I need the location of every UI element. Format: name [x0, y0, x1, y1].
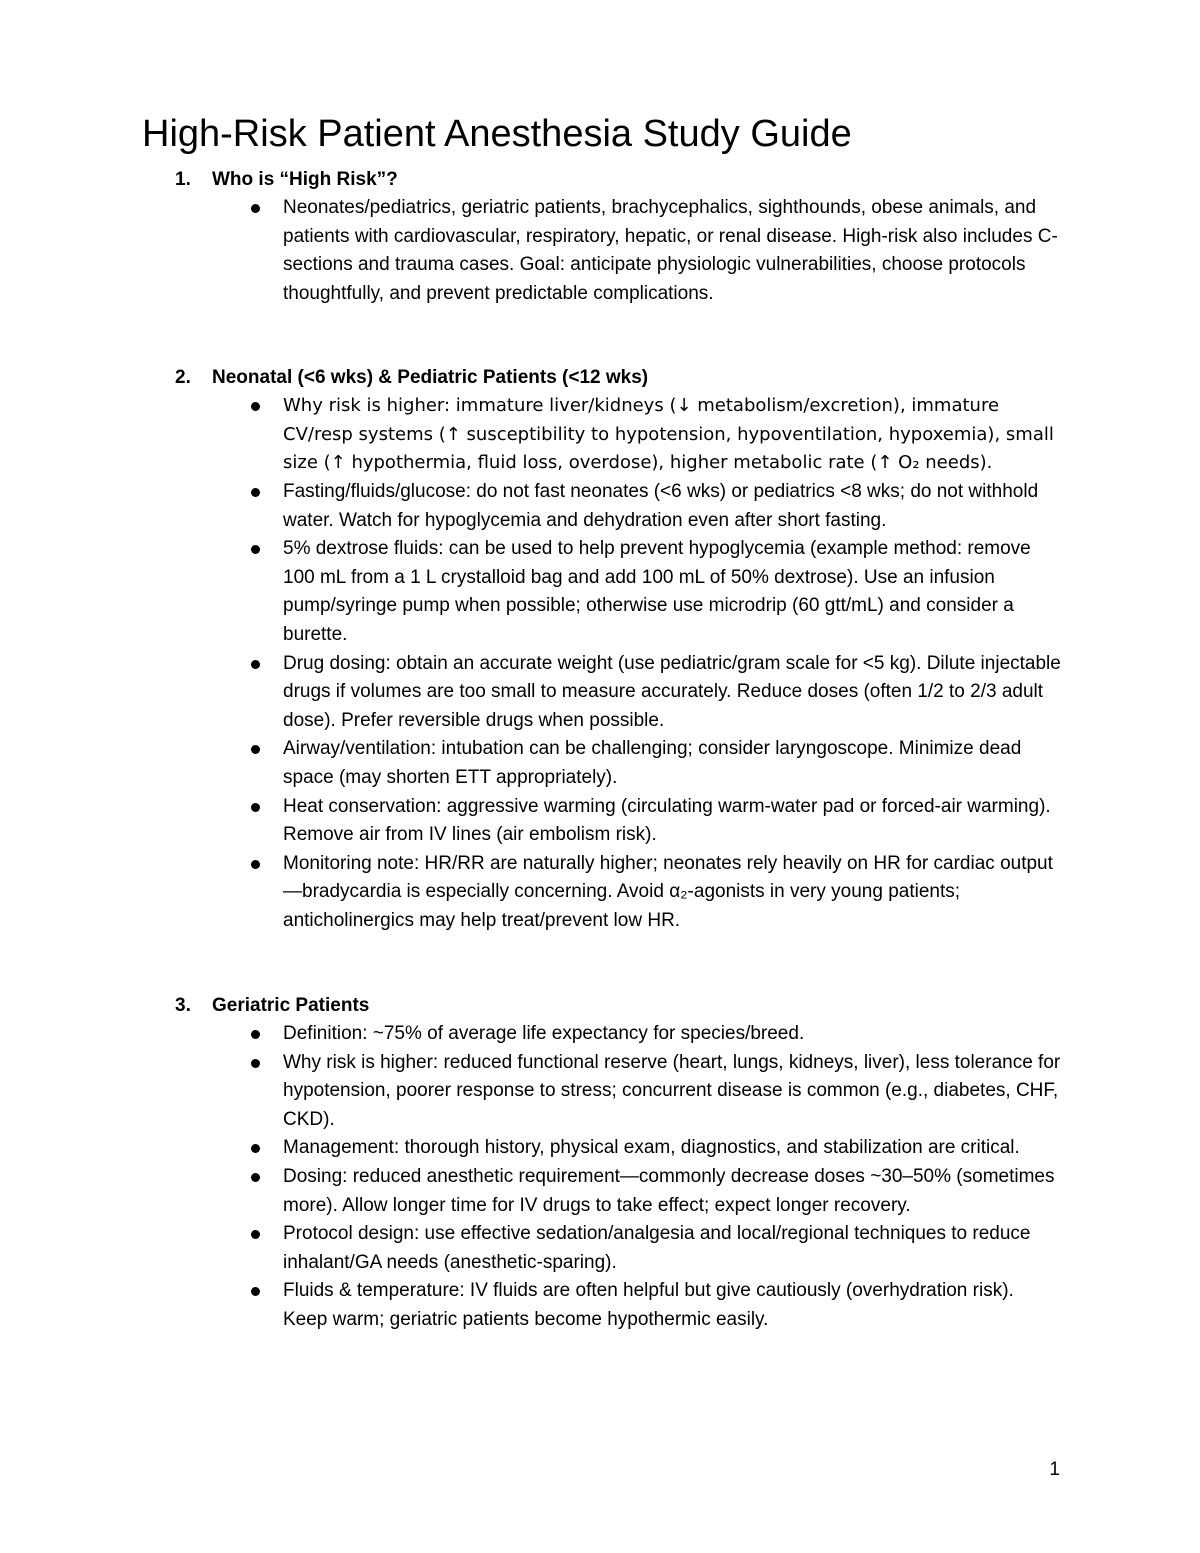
section-who-is-high-risk — [175, 166, 1075, 308]
document-title: High-Risk Patient Anesthesia Study Guide — [142, 113, 852, 155]
bullet-list — [175, 194, 1075, 308]
bullet-text: Management: thorough history, physical exam, diagnostics, and stabilization are critical. — [283, 1137, 1020, 1159]
bullet-icon — [251, 402, 260, 411]
section-geriatric — [175, 992, 1075, 1335]
bullet-icon — [251, 745, 260, 754]
bullet-text: Why risk is higher: reduced functional reserve (heart, lungs, kidneys, liver), less tolerance for hypotension, poorer response to stress; concurrent disease is common (e.g., diabetes, CHF, CKD). — [283, 1051, 1061, 1130]
list-item — [283, 735, 1063, 792]
bullet-text: 5% dextrose fluids: can be used to help prevent hypoglycemia (example method: remove 100 mL from a 1 L crystalloid bag and add 100 mL of 50% dextrose). Use an infusion pump/syringe pump when possible; otherwise use microdrip (60 gtt/mL) and consider a burette. — [283, 538, 1031, 646]
bullet-list — [175, 1020, 1075, 1335]
section-heading-text: Who is “High Risk”? — [212, 169, 398, 190]
bullet-text: Drug dosing: obtain an accurate weight (use pediatric/gram scale for <5 kg). Dilute injectable drugs if volumes are too small to measure accurately. Reduce doses (often 1/2 to 2/3 adult dose). Prefer reversible drugs when possible. — [283, 652, 1061, 731]
section-number: 2. — [175, 367, 191, 388]
bullet-icon — [251, 1287, 260, 1296]
bullet-icon — [251, 1230, 260, 1239]
list-item — [283, 1020, 1063, 1049]
section-heading-text: Neonatal (<6 wks) & Pediatric Patients (<12 wks) — [212, 367, 649, 388]
bullet-text: Fasting/fluids/glucose: do not fast neonates (<6 wks) or pediatrics <8 wks; do not withhold water. Watch for hypoglycemia and dehydration even after short fasting. — [283, 481, 1039, 531]
bullet-icon — [251, 860, 260, 869]
list-item — [283, 1163, 1063, 1220]
bullet-list — [175, 392, 1075, 936]
bullet-icon — [251, 488, 260, 497]
bullet-text: Heat conservation: aggressive warming (circulating warm-water pad or forced-air warming). Remove air from IV lines (air embolism risk). — [283, 795, 1051, 846]
section-number: 1. — [175, 169, 191, 190]
section-heading — [175, 992, 1075, 1020]
bullet-text: Fluids & temperature: IV fluids are often helpful but give cautiously (overhydration risk). Keep warm; geriatric patients become hypothermic easily. — [283, 1280, 1014, 1330]
bullet-text: Airway/ventilation: intubation can be challenging; consider laryngoscope. Minimize dead space (may shorten ETT appropriately). — [283, 738, 1022, 789]
bullet-icon — [251, 1173, 260, 1182]
bullet-icon — [251, 1059, 260, 1068]
bullet-text: Dosing: reduced anesthetic requirement—commonly decrease doses ~30–50% (sometimes more). Allow longer time for IV drugs to take effect; expect longer recovery. — [283, 1165, 1055, 1216]
list-item — [283, 478, 1063, 535]
list-item — [283, 850, 1063, 936]
bullet-icon — [251, 204, 260, 213]
section-neonatal-pediatric — [175, 364, 1075, 936]
section-heading-text: Geriatric Patients — [212, 995, 370, 1016]
list-item — [283, 1134, 1063, 1163]
list-item — [283, 1049, 1063, 1135]
section-number: 3. — [175, 995, 191, 1016]
section-heading — [175, 364, 1075, 392]
list-item — [283, 793, 1063, 850]
bullet-text: Protocol design: use effective sedation/analgesia and local/regional techniques to reduce inhalant/GA needs (anesthetic-sparing). — [283, 1223, 1031, 1273]
bullet-icon — [251, 1144, 260, 1153]
section-heading — [175, 166, 1075, 194]
list-item — [283, 650, 1063, 736]
list-item — [283, 392, 1063, 478]
list-item — [283, 1220, 1063, 1277]
bullet-icon — [251, 803, 260, 812]
bullet-text: Definition: ~75% of average life expectancy for species/breed. — [283, 1023, 805, 1044]
bullet-icon — [251, 660, 260, 669]
bullet-text: Why risk is higher: immature liver/kidneys (↓ metabolism/excretion), immature CV/resp systems (↑ susceptibility to hypotension, hypoventilation, hypoxemia), small size (↑ hypothermia, fluid loss, overdose), higher metabolic rate (↑ O₂ needs). — [283, 395, 1054, 474]
bullet-icon — [251, 545, 260, 554]
list-item — [283, 535, 1063, 649]
list-item — [283, 194, 1063, 308]
list-item — [283, 1277, 1063, 1334]
bullet-icon — [251, 1030, 260, 1039]
bullet-text: Neonates/pediatrics, geriatric patients, brachycephalics, sighthounds, obese animals, and patients with cardiovascular, respiratory, hepatic, or renal disease. High-risk also includes C-sections and trauma cases. Goal: anticipate physiologic vulnerabilities, choose protocols thoughtfully, and prevent predictable complications. — [283, 197, 1058, 304]
bullet-text: Monitoring note: HR/RR are naturally higher; neonates rely heavily on HR for cardiac output—bradycardia is especially concerning. Avoid α₂-agonists in very young patients; anticholinergics may help treat/prevent low HR. — [283, 852, 1053, 932]
page-number: 1 — [1049, 1459, 1060, 1480]
